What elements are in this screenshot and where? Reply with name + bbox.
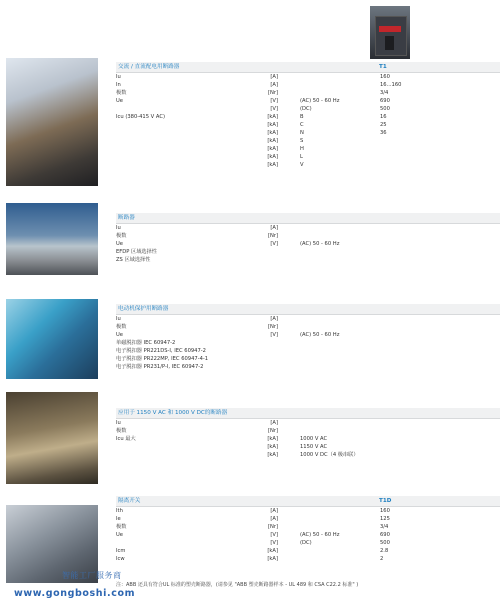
spec-condition: (DC)	[300, 106, 312, 112]
spec-value: 3/4	[380, 524, 389, 530]
spec-row	[116, 531, 500, 539]
spec-row	[116, 451, 500, 459]
shopping-mall-photo	[6, 58, 98, 186]
watermark-brand: 智能工厂服务商	[62, 571, 122, 580]
spec-label: Iu	[116, 420, 121, 426]
spec-row	[116, 81, 500, 89]
spec-row	[116, 153, 500, 161]
spec-row	[116, 137, 500, 145]
section-title-text: 电动机保护用断路器	[118, 306, 169, 312]
spec-condition: 1000 V DC（4 极串联）	[300, 452, 359, 458]
spec-unit: [V]	[270, 332, 278, 338]
spec-row	[116, 224, 500, 232]
spec-unit: [kA]	[267, 444, 278, 450]
spec-row	[116, 347, 500, 355]
spec-value: 160	[380, 74, 390, 80]
spec-value: 2.8	[380, 548, 389, 554]
spec-unit: [V]	[270, 241, 278, 247]
spec-row	[116, 105, 500, 113]
spec-unit: [kA]	[267, 122, 278, 128]
spec-condition: (AC) 50 - 60 Hz	[300, 332, 340, 338]
spec-unit: [Nr]	[267, 233, 278, 239]
model-name: T1D	[379, 498, 392, 504]
spec-row	[116, 145, 500, 153]
spec-row	[116, 113, 500, 121]
spec-label: Iu	[116, 316, 121, 322]
section-motor-protection-breakers	[116, 304, 500, 371]
spec-unit: [kA]	[267, 556, 278, 562]
spec-label: Ie	[116, 516, 121, 522]
breaker-red-label	[379, 26, 401, 32]
spec-label: EFDP 区域选择性	[116, 249, 157, 255]
spec-label: Ue	[116, 98, 123, 104]
section-title	[116, 408, 500, 419]
footnote: 注：ABB 还具有符合UL 标准的塑壳断路器，(请参见 "ABB 塑壳断路器样本 - UL 489 和 CSA C22.2 标准" )	[116, 582, 359, 588]
spec-label: Icu (380-415 V AC)	[116, 114, 165, 120]
spec-label: Ue	[116, 241, 123, 247]
spec-condition: 1150 V AC	[300, 444, 328, 450]
spec-label: Ue	[116, 332, 123, 338]
spec-unit: [kA]	[267, 436, 278, 442]
section-title	[116, 213, 500, 224]
spec-label: 电子脱扣器 PR222MP, IEC 60947-4-1	[116, 356, 209, 362]
spec-unit: [A]	[270, 74, 278, 80]
industrial-plant-photo	[6, 203, 98, 275]
spec-row	[116, 555, 500, 563]
spec-row	[116, 435, 500, 443]
spec-row	[116, 89, 500, 97]
spec-label: Icu 最大	[116, 436, 136, 442]
spec-label: 极数	[116, 524, 127, 530]
spec-condition: C	[300, 122, 304, 128]
spec-condition: B	[300, 114, 304, 120]
spec-unit: [kA]	[267, 548, 278, 554]
spec-row	[116, 323, 500, 331]
spec-row	[116, 331, 500, 339]
spec-label: Icm	[116, 548, 126, 554]
spec-condition: L	[300, 154, 303, 160]
spec-row	[116, 515, 500, 523]
spec-condition: (AC) 50 - 60 Hz	[300, 98, 340, 104]
spec-condition: H	[300, 146, 304, 152]
spec-unit: [A]	[270, 225, 278, 231]
spec-row	[116, 248, 500, 256]
mining-tunnel-photo	[6, 392, 98, 484]
spec-unit: [V]	[270, 540, 278, 546]
spec-row	[116, 73, 500, 81]
section-title	[116, 496, 500, 507]
spec-unit: [V]	[270, 532, 278, 538]
spec-label: In	[116, 82, 121, 88]
spec-unit: [Nr]	[267, 90, 278, 96]
section-title	[116, 62, 500, 73]
spec-condition: (DC)	[300, 540, 312, 546]
spec-unit: [kA]	[267, 130, 278, 136]
spec-unit: [A]	[270, 420, 278, 426]
spec-label: Ith	[116, 508, 123, 514]
spec-row	[116, 97, 500, 105]
spec-unit: [V]	[270, 98, 278, 104]
watermark-url: www.gongboshi.com	[14, 588, 136, 599]
spec-row	[116, 363, 500, 371]
section-title-text: 交流 / 直流配电用断路器	[118, 64, 180, 70]
spec-row	[116, 507, 500, 515]
spec-row	[116, 232, 500, 240]
spec-row	[116, 355, 500, 363]
spec-label: 极数	[116, 428, 127, 434]
spec-row	[116, 547, 500, 555]
spec-value: 500	[380, 106, 390, 112]
spec-label: 极数	[116, 233, 127, 239]
spec-row	[116, 339, 500, 347]
spec-row	[116, 240, 500, 248]
spec-unit: [kA]	[267, 154, 278, 160]
spec-condition: (AC) 50 - 60 Hz	[300, 241, 340, 247]
spec-unit: [kA]	[267, 452, 278, 458]
spec-value: 690	[380, 98, 390, 104]
spec-condition: V	[300, 162, 304, 168]
spec-unit: [kA]	[267, 138, 278, 144]
spec-value: 160	[380, 508, 390, 514]
spec-condition: N	[300, 130, 304, 136]
spec-label: Iu	[116, 74, 121, 80]
spec-row	[116, 256, 500, 264]
model-name: T1	[379, 64, 387, 70]
spec-unit: [A]	[270, 516, 278, 522]
spec-unit: [Nr]	[267, 324, 278, 330]
spec-value: 690	[380, 532, 390, 538]
spec-label: 电子脱扣器 PR221DS-I, IEC 60947-2	[116, 348, 206, 354]
spec-row	[116, 523, 500, 531]
spec-value: 16	[380, 114, 387, 120]
spec-value: 125	[380, 516, 390, 522]
spec-value: 2	[380, 556, 384, 562]
spec-label: 电子脱扣器 PR231/P-I, IEC 60947-2	[116, 364, 204, 370]
spec-row	[116, 315, 500, 323]
spec-value: 36	[380, 130, 387, 136]
spec-value: 500	[380, 540, 390, 546]
spec-row	[116, 539, 500, 547]
section-title	[116, 304, 500, 315]
section-breakers	[116, 213, 500, 264]
spec-value: 25	[380, 122, 387, 128]
section-ac-dc-distribution-breakers	[116, 62, 500, 169]
spec-unit: [A]	[270, 508, 278, 514]
spec-label: Icw	[116, 556, 125, 562]
spec-unit: [V]	[270, 106, 278, 112]
t1-breaker-product-photo	[370, 6, 410, 59]
spec-value: 3/4	[380, 90, 389, 96]
spec-condition: 1000 V AC	[300, 436, 328, 442]
section-title-text: 断路器	[118, 215, 135, 221]
spec-unit: [Nr]	[267, 524, 278, 530]
spec-row	[116, 161, 500, 169]
spec-unit: [Nr]	[267, 428, 278, 434]
section-switch-disconnectors	[116, 496, 500, 563]
spec-condition: (AC) 50 - 60 Hz	[300, 532, 340, 538]
section-title-text: 应用于 1150 V AC 和 1000 V DC的断路器	[118, 410, 228, 416]
spec-label: 极数	[116, 90, 127, 96]
spec-row	[116, 443, 500, 451]
spec-label: ZS 区域选择性	[116, 257, 151, 263]
spec-unit: [kA]	[267, 146, 278, 152]
spec-row	[116, 129, 500, 137]
spec-row	[116, 427, 500, 435]
motor-pump-photo	[6, 299, 98, 379]
spec-label: 单磁脱扣器 IEC 60947-2	[116, 340, 176, 346]
spec-label: Iu	[116, 225, 121, 231]
spec-row	[116, 121, 500, 129]
section-title-text: 隔离开关	[118, 498, 141, 504]
spec-condition: S	[300, 138, 304, 144]
breaker-toggle-handle	[385, 36, 394, 50]
spec-unit: [A]	[270, 82, 278, 88]
section-1150v-ac-1000v-dc-breakers	[116, 408, 500, 459]
spec-label: 极数	[116, 324, 127, 330]
spec-unit: [A]	[270, 316, 278, 322]
spec-unit: [kA]	[267, 114, 278, 120]
spec-label: Ue	[116, 532, 123, 538]
spec-value: 16...160	[380, 82, 402, 88]
spec-unit: [kA]	[267, 162, 278, 168]
spec-row	[116, 419, 500, 427]
